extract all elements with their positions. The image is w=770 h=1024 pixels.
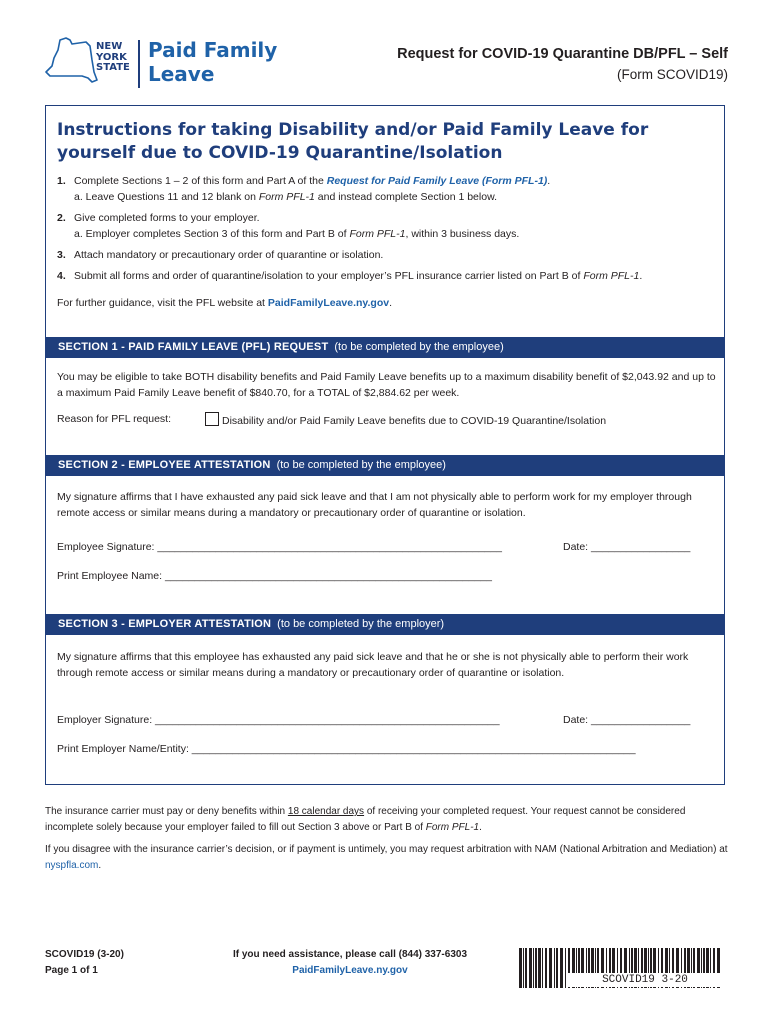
pfl-reason-row — [57, 412, 717, 428]
barcode-bar — [533, 948, 534, 988]
instruction-item-4: 4. Submit all forms and order of quarantine/isolation to your employer’s PFL insurance carrier listed on Part B of Form PFL-1. — [57, 270, 643, 282]
nam-website-link[interactable]: nyspfla.com — [45, 860, 99, 871]
guidance-text: For further guidance, visit the PFL website at PaidFamilyLeave.ny.gov. — [57, 297, 392, 309]
footer-website-link[interactable]: PaidFamilyLeave.ny.gov — [292, 965, 408, 976]
covid-reason-checkbox[interactable] — [205, 412, 219, 426]
instruction-item-3: 3. Attach mandatory or precautionary order of quarantine or isolation. — [57, 249, 384, 261]
barcode-label: SCOVID19 3-20 — [568, 973, 722, 987]
section-1-header: SECTION 1 - PAID FAMILY LEAVE (PFL) REQUEST (to be completed by the employee) — [45, 337, 725, 358]
form-id: (Form SCOVID19) — [616, 67, 728, 82]
section-3-body: My signature affirms that this employee has exhausted any paid sick leave and that he or she is not physically able to perform their work through remote access or similar means during a mandatory or precautionary order of quarantine or isolation. — [57, 651, 689, 679]
barcode-bar — [525, 948, 527, 988]
barcode-bar — [542, 948, 543, 988]
barcode-bar — [523, 948, 524, 988]
barcode-bar — [529, 948, 532, 988]
page-number: Page 1 of 1 — [45, 965, 98, 976]
reason-label: Reason for PFL request: — [57, 413, 172, 425]
employer-date-field[interactable]: Date: _________________ — [563, 714, 691, 726]
carrier-notice: The insurance carrier must pay or deny benefits within 18 calendar days of receiving your completed request. Your request cannot be considered incomplete solely because your employer failed to fill out Section 3 above or Part B of Form PFL-1. — [45, 806, 686, 833]
instructions-title: Instructions for taking Disability and/or Paid Family Leave for yourself due to COVID-19 Quarantine/Isolation — [57, 120, 649, 163]
assistance-phone: If you need assistance, please call (844) 337-6303 — [232, 949, 468, 960]
barcode-bar — [565, 948, 566, 988]
barcode-bar — [556, 948, 558, 988]
employer-signature-field[interactable]: Employer Signature: ___________________________________________________________ — [57, 714, 500, 726]
section-2-header: SECTION 2 - EMPLOYEE ATTESTATION (to be completed by the employee) — [45, 455, 725, 476]
employer-name-field[interactable]: Print Employer Name/Entity: ____________________________________________________________________________ — [57, 743, 636, 755]
barcode-bar — [554, 948, 555, 988]
new-york-state-map-icon — [42, 36, 98, 86]
new-york-state-wordmark: NEW YORK STATE — [96, 41, 130, 73]
section-1-body: You may be eligible to take BOTH disability benefits and Paid Family Leave benefits up to a maximum disability benefit of $2,043.92 and up to a maximum Paid Family Leave benefit of $840.70, for a TOTAL of $2,884.62 per week. — [57, 371, 716, 399]
instruction-item-2: 2. Give completed forms to your employer. a. Employer completes Section 3 of this form and Part B of Form PFL-1, within 3 business days. — [57, 212, 520, 240]
form-code-block — [45, 947, 124, 979]
barcode-bar — [549, 948, 552, 988]
pfl-website-link[interactable]: PaidFamilyLeave.ny.gov — [267, 297, 390, 309]
barcode-bar — [519, 948, 522, 988]
employee-signature-field[interactable]: Employee Signature: ___________________________________________________________ — [57, 541, 502, 553]
paid-family-leave-wordmark: Paid Family Leave — [148, 38, 278, 86]
section-3-header: SECTION 3 - EMPLOYER ATTESTATION (to be completed by the employer) — [45, 614, 725, 635]
nys-pfl-logo — [42, 36, 282, 96]
instruction-item-1: 1. Complete Sections 1 – 2 of this form and Part A of the Request for Paid Family Leave (Form PFL-1). a. Leave Questions 11 and 12 blank on Form PFL-1 and instead complete Section 1 below. — [57, 175, 551, 203]
section-2-body: My signature affirms that I have exhausted any paid sick leave and that I am not physically able to perform work for my employer through remote access or similar means during a mandatory or precautionary order of quarantine or isolation. — [57, 491, 692, 519]
barcode-bar — [560, 948, 563, 988]
form-frame — [45, 105, 725, 785]
logo-divider — [138, 40, 140, 88]
pfl-1-form-link[interactable]: Request for Paid Family Leave (Form PFL-1) — [326, 175, 548, 187]
arbitration-notice: If you disagree with the insurance carrier’s decision, or if payment is untimely, you may request arbitration with NAM (National Arbitration and Mediation) at nyspfla.com. — [45, 844, 728, 871]
form-code: SCOVID19 (3-20) — [45, 949, 124, 960]
barcode-bar — [545, 948, 547, 988]
employee-name-field[interactable]: Print Employee Name: ________________________________________________________ — [57, 570, 492, 582]
assistance-block — [210, 947, 490, 979]
barcode-bar — [538, 948, 541, 988]
barcode-bar — [535, 948, 537, 988]
form-title: Request for COVID-19 Quarantine DB/PFL – Self — [397, 46, 728, 62]
employee-date-field[interactable]: Date: _________________ — [563, 541, 691, 553]
reason-option: Disability and/or Paid Family Leave benefits due to COVID-19 Quarantine/Isolation — [205, 412, 606, 430]
